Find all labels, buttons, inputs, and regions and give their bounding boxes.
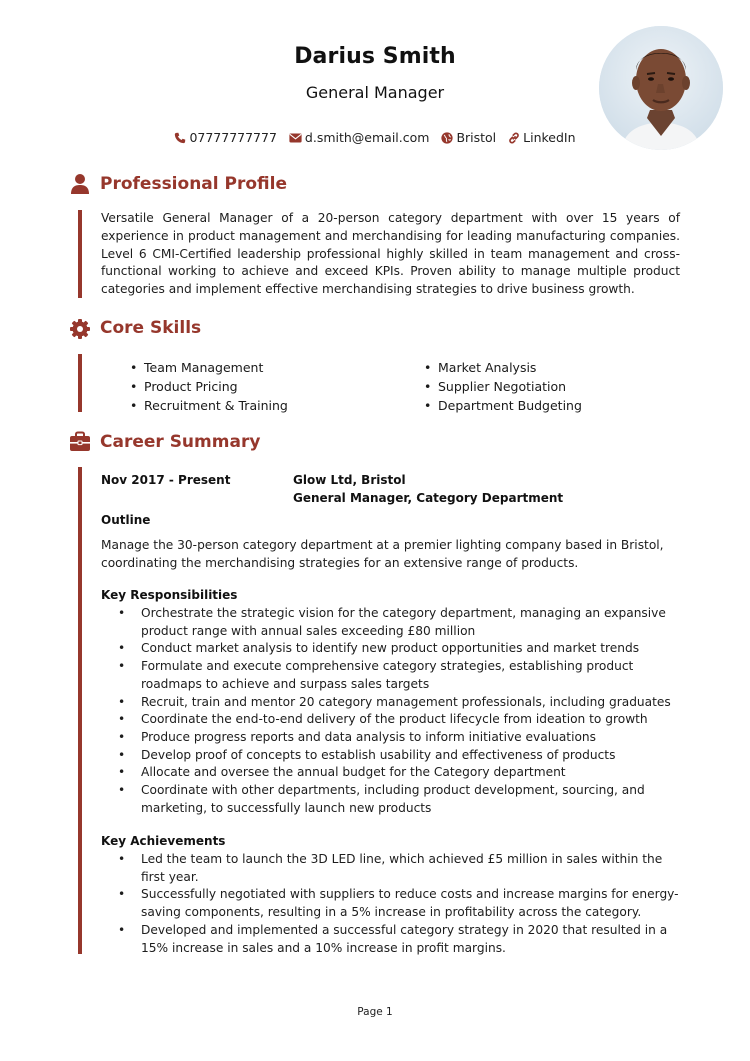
job-dates: Nov 2017 - Present [101,473,231,487]
section-bar-profile [78,210,82,298]
responsibilities-list [101,605,683,817]
list-item: • Produce progress reports and data analysis to inform initiative evaluations [101,729,683,747]
list-item: • Conduct market analysis to identify new product opportunities and market trends [101,640,683,658]
envelope-icon [289,132,302,144]
profile-summary: Versatile General Manager of a 20-person category department with over 15 years of experience in product management and merchandising for leading manufacturing companies. Level 6 CMI-Certified leadership professional highly skilled in team management and cross-functional working to achieve and exceed KPIs. Proven ability to manage multiple product categories and implement effective merchandising strategies to drive business growth. [101,211,680,297]
list-item: • Led the team to launch the 3D LED line, which achieved £5 million in sales within the first year. [101,851,683,886]
list-item: • Coordinate the end-to-end delivery of the product lifecycle from ideation to growth [101,711,683,729]
skill-item: • Market Analysis [424,358,582,377]
job-position: General Manager, Category Department [293,491,564,505]
job-company: Glow Ltd, Bristol [293,473,406,487]
skill-item: • Recruitment & Training [130,396,288,415]
list-item: • Develop proof of concepts to establish usability and effectiveness of products [101,747,683,765]
achievements-label: Key Achievements [101,834,226,848]
list-item: • Coordinate with other departments, including product development, sourcing, and marketing, to successfully launch new products [101,782,683,817]
contact-location [441,130,496,145]
outline-label: Outline [101,513,151,527]
contact-email[interactable] [289,130,430,145]
candidate-name: Darius Smith [294,44,456,69]
briefcase-icon [69,431,91,453]
list-item: • Orchestrate the strategic vision for the category department, managing an expansive product range with annual sales exceeding £80 million [101,605,683,640]
link-icon [508,132,520,144]
achievements-list [101,851,683,957]
skill-item: • Supplier Negotiation [424,377,582,396]
responsibilities-label: Key Responsibilities [101,588,238,602]
list-item: • Successfully negotiated with suppliers to reduce costs and increase margins for energy-saving components, resulting in a 5% increase in profitability across the category. [101,886,683,921]
section-title-career: Career Summary [100,432,261,452]
linkedin-text: LinkedIn [523,130,576,145]
phone-icon [174,132,186,144]
skill-item: • Team Management [130,358,288,377]
section-bar-skills [78,354,82,412]
globe-icon [441,132,453,144]
skill-item: • Product Pricing [130,377,288,396]
user-icon [69,173,91,195]
skill-item: • Department Budgeting [424,396,582,415]
list-item: • Allocate and oversee the annual budget for the Category department [101,764,683,782]
section-title-skills: Core Skills [100,318,202,338]
section-bar-career [78,467,82,954]
list-item: • Developed and implemented a successful category strategy in 2020 that resulted in a 15% increase in sales and a 10% increase in profit margins. [101,922,683,957]
contact-linkedin[interactable] [508,130,575,145]
skills-list-right [424,358,582,415]
section-title-profile: Professional Profile [100,174,287,194]
job-outline: Manage the 30-person category department at a premier lighting company based in Bristol, coordinating the merchandising strategies for an extensive range of products. [101,538,664,570]
skills-list-left [130,358,288,415]
list-item: • Recruit, train and mentor 20 category management professionals, including graduates [101,694,683,712]
profile-photo [599,26,723,150]
gear-icon [69,318,91,340]
contact-phone [174,130,276,145]
email-text: d.smith@email.com [304,130,430,145]
phone-text: 07777777777 [189,130,277,145]
list-item: • Formulate and execute comprehensive category strategies, establishing product roadmaps to achieve and surpass sales targets [101,658,683,693]
location-text: Bristol [456,130,497,145]
job-title: General Manager [305,83,445,102]
page-number: Page 1 [357,1006,393,1018]
